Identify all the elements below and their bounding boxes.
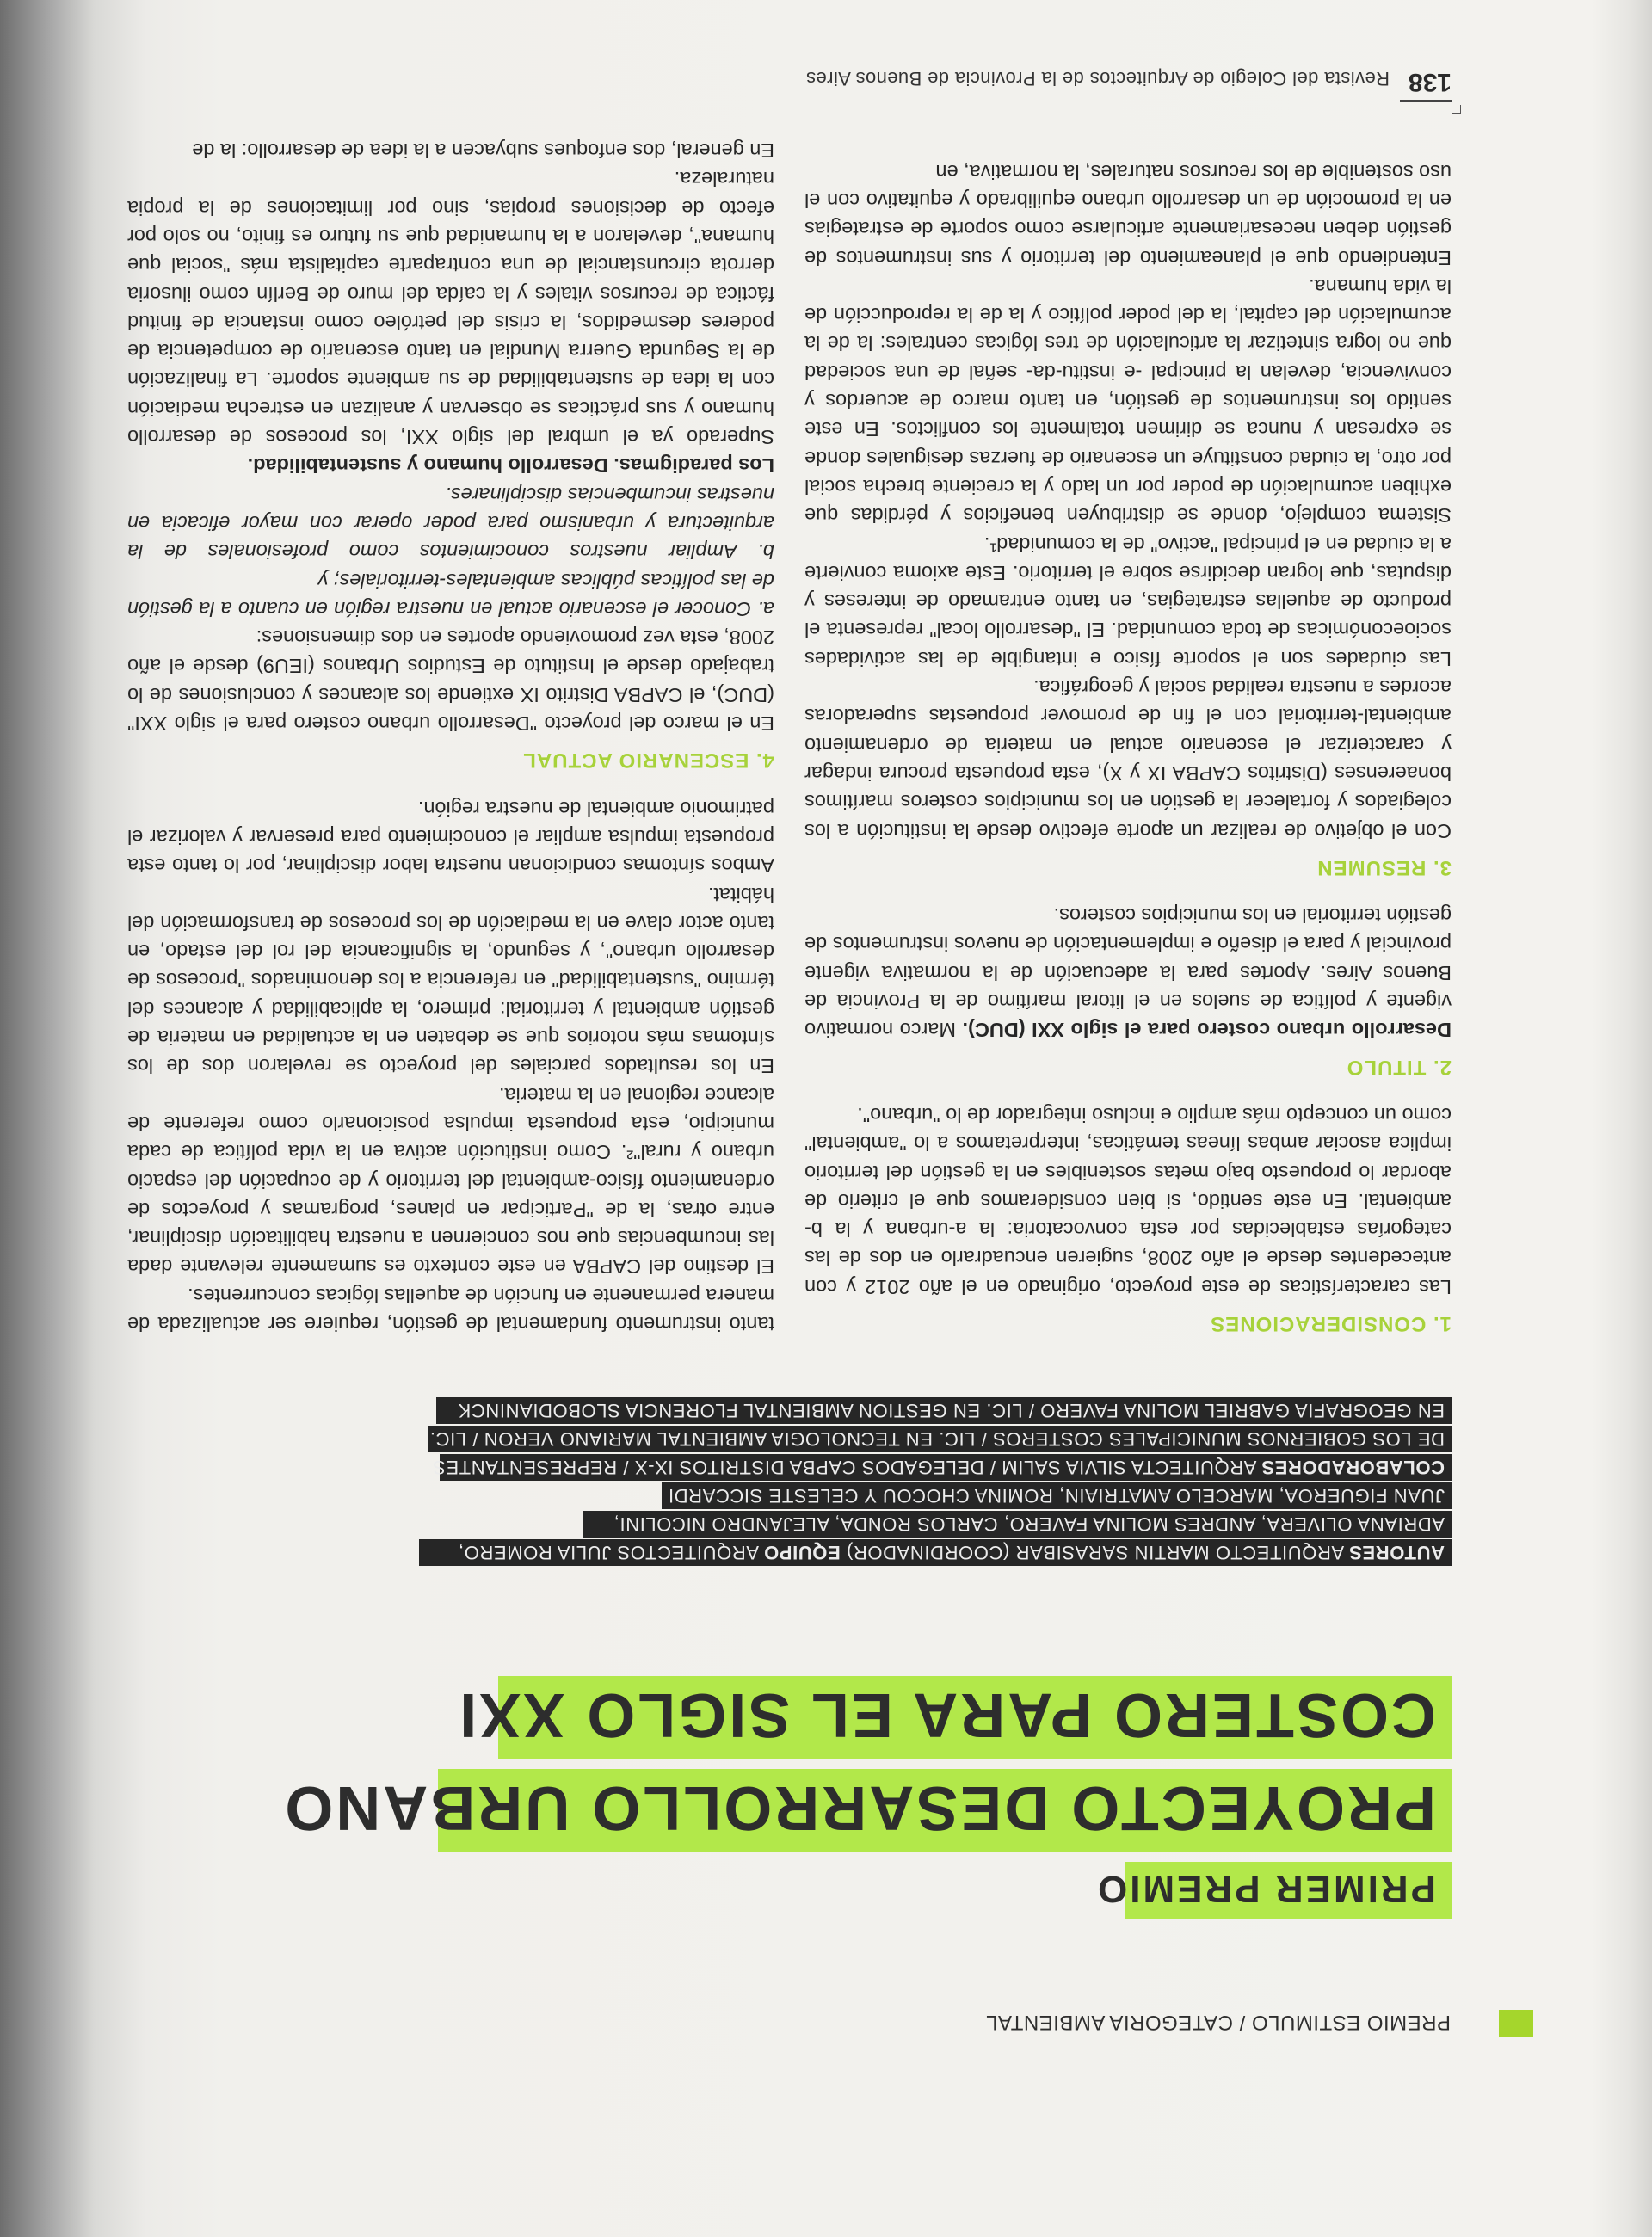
colaboradores-text: ARQUITECTA SILVIA SALIM / DELEGADOS CAPBA DISTRITOS IX-X / REPRESENTANTES <box>432 1457 1261 1478</box>
paragraph: El destino del CAPBA en este contexto es sumamente relevante dada las incumbencias que nos conciernen a nuestra habilitación disciplinar, entre otras, la de "Participar en planes, programas y proyectos de ordenamiento físico-ambiental del territorio y de ocupación del espacio urbano y rural"². Como institución activa en la vida política de cada municipio, esta propuesta impulsa posicionarlo como referente de alcance regional en la materia. <box>127 1083 774 1279</box>
page-number: 138 <box>1408 68 1452 96</box>
project-title-bold: Desarrollo urbano costero para el siglo XXI (DUC). <box>962 1019 1452 1042</box>
credit-line-autores <box>419 1539 1452 1566</box>
paragraph: Con el objetivo de realizar un aporte efectivo desde la institución a los colegiados y fortalecer la gestión en los municipios costeros marítimos bonaerenses (Distritos CAPBA IX y X), esta propuesta procura indagar y caracterizar el escenario actual en materia de ordenamiento ambiental-territorial con el fin de promover propuestas superadoras acordes a nuestra realidad social y geográfica. <box>804 676 1452 842</box>
paragraph: Superado ya el umbral del siglo XXI, los procesos de desarrollo humano y sus prácticas se observan y analizan en estrecha mediación con la idea de sustentabilidad de su ambiente soporte. La finalización de la Segunda Guerra Mundial en tanto escenario de competencia de poderes desmedidos, la crisis del petróleo como instancia de finitud fáctica de recursos vitales y la caída del muro de Berlín como ilusoria derrota circunstancial de una contraparte capitalista más "social que humana", develaron a la humanidad que su futuro es finito, no solo por efecto de decisiones propias, sino por limitaciones de la propia naturaleza. <box>127 168 774 449</box>
list-item-b <box>127 479 774 565</box>
page-footer <box>505 50 1452 102</box>
credit-line-5: DE LOS GOBIERNOS MUNICIPALES COSTEROS / LIC. EN TECNOLOGIA AMBIENTAL MARIANO VERON / LIC. <box>428 1426 1452 1452</box>
section-heading-consideraciones: 1. CONSIDERACIONES <box>1210 1312 1452 1335</box>
paragraph: tanto instrumento fundamental de gestión, requiere ser actualizada de manera permanente en función de aquellas lógicas concurrentes. <box>127 1284 774 1335</box>
paragraph: Entendiendo que el planeamiento del territorio y sus instrumentos de gestión deben necesariamente articularse como soporte de estrategias en la promoción de un desarrollo urbano equilibrado y equitativo con el uso sostenible de los recursos naturales, la normativa, en <box>804 160 1452 269</box>
equipo-label: EQUIPO <box>763 1542 841 1563</box>
section-heading-resumen: 3. RESUMEN <box>1316 855 1452 879</box>
title-line-2: COSTERO PARA EL SIGLO XXI <box>498 1676 1452 1759</box>
paragraph: En general, dos enfoques subyacen a la idea de desarrollo: la de <box>192 139 774 163</box>
paragraph <box>804 901 1452 1044</box>
credit-line-6: EN GEOGRAFIA GABRIEL MOLINA FAVERO / LIC. EN GESTION AMBIENTAL FLORENCIA SLOBODIANINCK <box>436 1397 1452 1424</box>
list-item-b-text: b. Ampliar nuestros conocimientos como profesionales de la arquitectura y urbanismo para poder operar con mayor eficacia en nuestras incumbencias disciplinares. <box>127 483 774 564</box>
paragraph: Las características de este proyecto, originado en el año 2012 y con antecedentes desde el año 2008, sugieren encuadrarlo en dos de las categorías establecidas por esta convocatoria: la a-urbana y la b-ambiental. En este sentido, si bien consideramos que el criterio de abordar lo propuesto bajo metas sostenibles en la gestión del territorio implica asociar ambas líneas temáticas, interpretamos a lo "ambiental" como un concepto más amplio e incluso integrador de lo "urbano". <box>804 1103 1452 1298</box>
header-category: PREMIO ESTIMULO / CATEGORIA AMBIENTAL <box>985 2011 1451 2034</box>
section-heading-titulo: 2. TITULO <box>1346 1055 1452 1079</box>
left-column <box>804 157 1452 1338</box>
title-block <box>282 1666 1452 1919</box>
autores-text: ARQUITECTO MARTIN SARASIBAR (COORDINADOR) <box>840 1542 1349 1563</box>
paragraph: Ambos síntomas condicionan nuestra labor disciplinar, por lo tanto esta propuesta impulsa ampliar el conocimiento para preservar y valorizar el patrimonio ambiental de nuestra región. <box>127 797 774 878</box>
right-column <box>127 136 774 1338</box>
crop-mark <box>1452 105 1461 114</box>
title-line-1: PROYECTO DESARROLLO URBANO <box>438 1769 1452 1852</box>
credit-line-3: JUAN FIGUEROA, MARCELO AMATRIAIN, ROMINA CHOCOU Y CELESTE SICCARDI <box>662 1482 1452 1509</box>
award-label: PRIMER PREMIO <box>1125 1862 1452 1919</box>
credit-line-2: ADRIANA OLIVERA, ANDRES MOLINA FAVERO, CARLOS RONDA, ALEJANDRO NICOLINI, <box>583 1511 1452 1538</box>
footer-rule <box>1400 100 1452 102</box>
credit-line-colaboradores <box>432 1454 1452 1481</box>
paragraph: Sistema complejo, donde se distribuyen beneficios y pérdidas que exhiben acumulación de poder por un lado y la creciente brecha social por otro, la ciudad constituye un escenario de fuerzas desiguales donde se expresan y nunca se dirimen totalmente los conflictos. En este sentido los instrumentos de gestión, en tanto marco de acuerdos y convivencia, develan la principal -e institu-da- señal de una sociedad que no logra sintetizar la articulación de tres lógicas centrales: la de la acumulación del capital, la del poder político y la de la reproducción de la vida humana. <box>804 274 1452 527</box>
equipo-text: ARQUITECTOS JULIA ROMERO, <box>458 1542 764 1563</box>
list-item-a-text: a. Conocer el escenario actual en nuestra región en cuanto a la gestión de las políticas públicas ambientales-territoriales; y <box>127 569 774 620</box>
paragraph: Las ciudades son el soporte físico e intangible de las actividades socioeconómicas de toda comunidad. El "desarrollo local" representa el producto de aquellas estrategias, en tanto entramado de intereses y disputas, que logran decidirse sobre el territorio. Este axioma convierte a la ciudad en el principal "activo" de la comunidad¹. <box>804 533 1452 670</box>
colaboradores-label: COLABORADORES <box>1261 1457 1445 1478</box>
paragraph <box>127 451 774 479</box>
credits <box>419 1396 1452 1566</box>
paragraph: En los resultados parciales del proyecto se revelaron dos de los síntomas más notorios que se debaten en la actualidad en materia de gestión ambiental y territorial: primero, la aplicabilidad y alcances del término "sustentabilidad" en referencia a los denominados "procesos de desarrollo urbano", y segundo, la significancia del rol del estado, en tanto actor clave en la mediación de los procesos de transformación del hábitat. <box>127 883 774 1078</box>
section-heading-escenario-actual: 4. ESCENARIO ACTUAL <box>522 749 774 773</box>
paragraph-text: Marco normativo vigente y política de suelos en el litoral marítimo de la Provincia de Buenos Aires. Aportes para la adecuación de la normativa vigente provincial y para el diseño e implementación de nuevos instrumentos de gestión territorial en los municipios costeros. <box>804 904 1452 1042</box>
autores-label: AUTORES <box>1348 1542 1445 1563</box>
header-accent-bar <box>1499 2010 1533 2037</box>
paragraph: En el marco del proyecto "Desarrollo urbano costero para el siglo XXI" (DUC), el CAPBA Distrito IX extiende los alcances y conclusiones de lo trabajado desde el Instituto de Estudios Urbanos (IEU9) desde el año 2008, esta vez promoviendo aportes en dos dimensiones: <box>127 626 774 736</box>
list-item-a <box>127 565 774 623</box>
paradigm-subheading: Los paradigmas. Desarrollo humano y sustentabilidad. <box>247 454 774 478</box>
journal-name: Revista del Colegio de Arquitectos de la Provincia de Buenos Aires <box>805 68 1390 89</box>
